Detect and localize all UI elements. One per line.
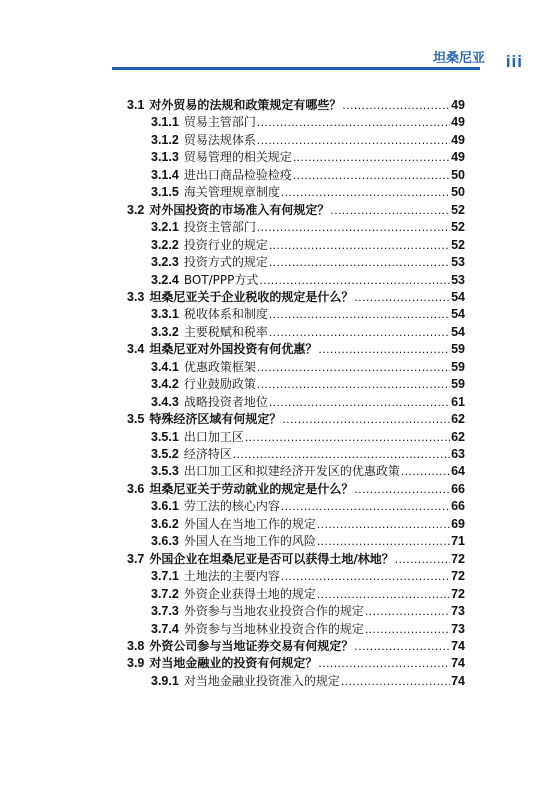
- toc-entry-number: 3.4.1: [151, 359, 179, 374]
- toc-entry[interactable]: [151, 462, 465, 480]
- toc-entry-title: 投资主管部门: [183, 220, 256, 235]
- toc-entry-title: 战略投资者地位: [183, 394, 268, 409]
- toc-entry-title: 坦桑尼亚关于劳动就业的规定是什么？: [149, 481, 354, 496]
- toc-entry-page: 63: [451, 447, 465, 461]
- dot-leader: [317, 585, 450, 603]
- toc-entry-number: 3.6.2: [151, 516, 179, 531]
- dot-leader: [318, 654, 450, 672]
- toc-entry[interactable]: [127, 340, 465, 358]
- toc-entry-title: 海关管理规章制度: [183, 185, 280, 200]
- toc-entry-title: 投资行业的规定: [183, 237, 268, 252]
- toc-entry-page: 53: [451, 255, 465, 270]
- toc-entry-number: 3.1.5: [151, 185, 179, 200]
- toc-entry-title: 对当地金融业投资准入的规定: [183, 673, 340, 688]
- toc-entry[interactable]: [151, 393, 465, 411]
- toc-entry-title: BOT/PPP方式: [183, 272, 259, 287]
- toc-entry[interactable]: [127, 201, 465, 219]
- toc-entry-number: 3.2.2: [151, 237, 179, 252]
- toc-entry[interactable]: [151, 305, 465, 323]
- toc-entry-number: 3.1.2: [151, 132, 179, 147]
- toc-entry-number: 3.6.3: [151, 534, 179, 549]
- dot-leader: [342, 96, 450, 114]
- toc-entry-page: 62: [451, 429, 465, 444]
- toc-entry[interactable]: [151, 236, 465, 254]
- toc-entry-number: 3.7.3: [151, 604, 179, 619]
- toc-entry[interactable]: [151, 113, 465, 131]
- toc-entry[interactable]: [151, 131, 465, 149]
- toc-entry-title: 进出口商品检验检疫: [183, 167, 292, 182]
- toc-entry-title: 对外国投资的市场准入有何规定？: [149, 202, 330, 217]
- toc-entry[interactable]: [127, 654, 465, 672]
- toc-entry[interactable]: [151, 271, 465, 289]
- toc-entry-page: 54: [451, 324, 465, 339]
- toc-entry-title: 对当地金融业的投资有何规定？: [149, 656, 318, 671]
- toc-entry-page: 73: [451, 604, 465, 619]
- dot-leader: [354, 637, 450, 655]
- toc-entry-page: 74: [451, 638, 465, 653]
- toc-entry-page: 66: [451, 481, 465, 496]
- toc-entry-page: 61: [451, 394, 465, 409]
- toc-entry-title: 外国企业在坦桑尼亚是否可以获得土地/林地？: [149, 551, 394, 566]
- toc-entry-title: 贸易主管部门: [183, 115, 256, 130]
- dot-leader: [257, 358, 450, 376]
- toc-entry[interactable]: [151, 183, 465, 201]
- dot-leader: [317, 515, 450, 533]
- toc-entry-title: 主要税赋和税率: [183, 324, 268, 339]
- toc-entry-title: 外国人在当地工作的规定: [183, 516, 316, 531]
- toc-entry-title: 出口加工区: [183, 429, 244, 444]
- toc-entry[interactable]: [151, 585, 465, 603]
- dot-leader: [269, 236, 450, 254]
- dot-leader: [259, 271, 450, 289]
- toc-entry[interactable]: [151, 515, 465, 533]
- toc-entry-title: 对外贸易的法规和政策规定有哪些？: [149, 98, 342, 112]
- dot-leader: [257, 131, 450, 149]
- dot-leader: [269, 323, 450, 341]
- toc-entry-page: 74: [451, 673, 465, 688]
- toc-entry-page: 49: [451, 150, 465, 165]
- toc-entry-title: 优惠政策框架: [183, 359, 256, 374]
- toc-entry-number: 3.1: [127, 98, 145, 112]
- toc-entry-title: 劳工法的核心内容: [183, 499, 280, 514]
- dot-leader: [233, 445, 450, 463]
- dot-leader: [257, 218, 450, 236]
- dot-leader: [257, 113, 450, 131]
- toc-entry-number: 3.7: [127, 551, 145, 566]
- header-rule: [112, 67, 480, 70]
- toc-entry-page: 52: [451, 202, 465, 217]
- toc-entry-number: 3.1.4: [151, 167, 179, 182]
- toc-entry-page: 54: [451, 307, 465, 322]
- toc-entry-number: 3.7.4: [151, 621, 179, 636]
- toc-entry[interactable]: [127, 410, 465, 428]
- toc-entry-title: 投资方式的规定: [183, 255, 268, 270]
- toc-entry-page: 50: [451, 167, 465, 182]
- toc-entry-title: 外资参与当地林业投资合作的规定: [183, 621, 364, 636]
- toc-entry[interactable]: [151, 253, 465, 271]
- toc-entry[interactable]: [127, 480, 465, 498]
- dot-leader: [365, 602, 450, 620]
- toc-entry-number: 3.4.2: [151, 377, 179, 392]
- toc-entry-title: 外资参与当地农业投资合作的规定: [183, 604, 364, 619]
- toc-entry[interactable]: [151, 358, 465, 376]
- toc-entry-title: 外资企业获得土地的规定: [183, 586, 316, 601]
- toc-entry-number: 3.6: [127, 481, 145, 496]
- toc-entry-page: 62: [451, 412, 465, 427]
- toc-entry-number: 3.6.1: [151, 499, 179, 514]
- toc-entry-number: 3.5: [127, 412, 145, 427]
- dot-leader: [281, 497, 450, 515]
- toc-entry-page: 59: [451, 359, 465, 374]
- toc-entry-page: 49: [451, 132, 465, 147]
- toc-entry-number: 3.7.2: [151, 586, 179, 601]
- toc-entry-page: 74: [451, 656, 465, 671]
- toc-entry-number: 3.1.3: [151, 150, 179, 165]
- toc-entry[interactable]: [151, 672, 465, 690]
- toc-entry-page: 66: [451, 499, 465, 514]
- toc-entry-number: 3.7.1: [151, 569, 179, 584]
- toc-entry-title: 出口加工区和拟建经济开发区的优惠政策: [183, 464, 400, 479]
- toc-entry-number: 3.5.1: [151, 429, 179, 444]
- toc-entry[interactable]: [151, 445, 465, 463]
- toc-entry-title: 税收体系和制度: [183, 307, 268, 322]
- dot-leader: [395, 550, 450, 568]
- dot-leader: [330, 201, 450, 219]
- toc-entry-title: 贸易法规体系: [183, 132, 256, 147]
- toc-entry-page: 52: [451, 237, 465, 252]
- dot-leader: [282, 410, 450, 428]
- toc-entry-page: 49: [451, 98, 465, 112]
- toc-entry[interactable]: [151, 532, 465, 550]
- toc-entry-number: 3.9: [127, 656, 145, 671]
- toc-entry-page: 53: [451, 272, 465, 287]
- toc-entry[interactable]: [151, 375, 465, 393]
- toc-entry-page: 49: [451, 115, 465, 130]
- toc-entry-number: 3.2.1: [151, 220, 179, 235]
- toc-entry-number: 3.2: [127, 202, 145, 217]
- toc-entry-number: 3.8: [127, 638, 145, 653]
- dot-leader: [281, 183, 450, 201]
- dot-leader: [365, 620, 450, 638]
- toc-entry-page: 64: [451, 464, 465, 479]
- dot-leader: [293, 166, 450, 184]
- page-number: iii: [505, 52, 523, 71]
- toc-entry[interactable]: [151, 620, 465, 638]
- toc-entry-number: 3.5.2: [151, 447, 179, 461]
- toc-entry[interactable]: [151, 323, 465, 341]
- toc-entry-page: 72: [451, 586, 465, 601]
- toc-entry-page: 59: [451, 377, 465, 392]
- toc-entry-title: 土地法的主要内容: [183, 569, 280, 584]
- toc-entry-title: 坦桑尼亚关于企业税收的规定是什么？: [149, 289, 354, 304]
- toc-entry-number: 3.2.3: [151, 255, 179, 270]
- toc-entry-title: 坦桑尼亚对外国投资有何优惠？: [149, 342, 318, 357]
- toc-entry-title: 外国人在当地工作的风险: [183, 534, 316, 549]
- toc-entry-title: 经济特区: [183, 447, 232, 461]
- dot-leader: [293, 148, 450, 166]
- toc-entry[interactable]: [127, 637, 465, 655]
- toc-entry[interactable]: [151, 567, 465, 585]
- toc-entry-page: 72: [451, 569, 465, 584]
- toc-entry-title: 外资公司参与当地证券交易有何规定？: [149, 638, 354, 653]
- toc-entry-number: 3.3.1: [151, 307, 179, 322]
- dot-leader: [269, 253, 450, 271]
- toc-entry-page: 71: [451, 534, 465, 549]
- toc-entry[interactable]: [151, 497, 465, 515]
- dot-leader: [354, 288, 450, 306]
- dot-leader: [257, 375, 450, 393]
- dot-leader: [245, 428, 450, 446]
- toc-entry-number: 3.4: [127, 342, 145, 357]
- toc-entry-title: 行业鼓励政策: [183, 377, 256, 392]
- dot-leader: [341, 672, 450, 690]
- toc-entry-page: 73: [451, 621, 465, 636]
- toc-entry-page: 72: [451, 551, 465, 566]
- dot-leader: [318, 340, 450, 358]
- dot-leader: [269, 305, 450, 323]
- toc-entry-number: 3.3.2: [151, 324, 179, 339]
- toc-entry-number: 3.4.3: [151, 394, 179, 409]
- dot-leader: [401, 462, 450, 480]
- toc-entry[interactable]: [127, 96, 465, 114]
- header-title: 坦桑尼亚: [432, 51, 485, 66]
- toc-entry-page: 50: [451, 185, 465, 200]
- dot-leader: [317, 532, 450, 550]
- dot-leader: [281, 567, 450, 585]
- toc-entry-page: 59: [451, 342, 465, 357]
- toc-entry[interactable]: [151, 148, 465, 166]
- toc-entry[interactable]: [151, 428, 465, 446]
- dot-leader: [354, 480, 450, 498]
- toc-entry[interactable]: [151, 166, 465, 184]
- toc-entry[interactable]: [151, 218, 465, 236]
- toc-entry-number: 3.5.3: [151, 464, 179, 479]
- toc-entry-page: 54: [451, 289, 465, 304]
- toc-entry-number: 3.2.4: [151, 272, 179, 287]
- toc-entry-title: 贸易管理的相关规定: [183, 150, 292, 165]
- toc-entry-title: 特殊经济区域有何规定？: [149, 412, 282, 427]
- toc-entry[interactable]: [127, 550, 465, 568]
- toc-entry[interactable]: [151, 602, 465, 620]
- toc-entry-number: 3.3: [127, 289, 145, 304]
- toc-entry[interactable]: [127, 288, 465, 306]
- toc-entry-number: 3.1.1: [151, 115, 179, 130]
- dot-leader: [269, 393, 450, 411]
- toc-entry-number: 3.9.1: [151, 673, 179, 688]
- toc-entry-page: 69: [451, 516, 465, 531]
- toc-entry-page: 52: [451, 220, 465, 235]
